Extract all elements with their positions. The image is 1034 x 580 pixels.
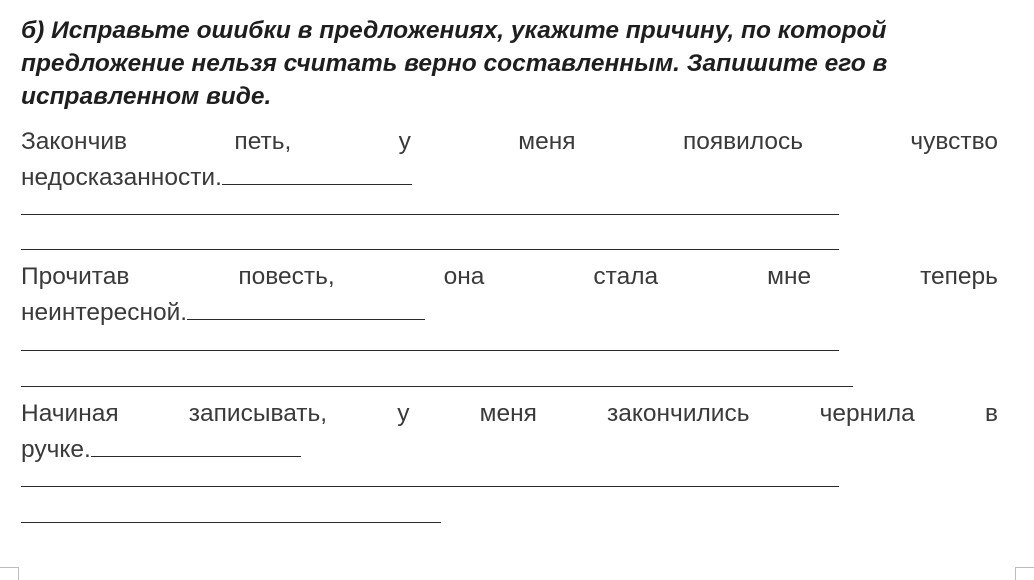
corner-mark-left	[0, 567, 19, 580]
inline-answer-blank[interactable]	[187, 293, 425, 320]
task-heading: б) Исправьте ошибки в предложениях, укажите причину, по которой предложение нельзя считать верно составленным. Запишите его в исправленном виде.	[21, 17, 888, 110]
exercise-1	[21, 125, 998, 191]
answer-line[interactable]	[21, 249, 839, 250]
word: меня	[518, 128, 576, 155]
word: записывать,	[188, 400, 328, 427]
sentence-ending: недосказанности.	[21, 164, 222, 191]
worksheet-page	[21, 14, 1011, 463]
word: Закончив	[21, 128, 128, 155]
word: закончились	[607, 400, 750, 427]
sentence-line-2	[21, 158, 998, 191]
answer-line[interactable]	[21, 386, 853, 387]
word: теперь	[920, 263, 998, 290]
word: она	[443, 263, 485, 290]
inline-answer-blank[interactable]	[222, 158, 412, 185]
sentence-ending: ручке.	[21, 436, 91, 463]
answer-line[interactable]	[21, 214, 839, 215]
answer-line[interactable]	[21, 486, 839, 487]
exercise-2	[21, 260, 998, 326]
word: повесть,	[238, 263, 335, 290]
word: Начиная	[21, 400, 119, 427]
word: появилось	[682, 128, 804, 155]
word: Прочитав	[21, 263, 130, 290]
word: у	[397, 400, 410, 427]
word: меня	[479, 400, 537, 427]
inline-answer-blank[interactable]	[91, 430, 301, 457]
word: у	[398, 128, 411, 155]
sentence-line-2	[21, 430, 998, 463]
exercise-3	[21, 397, 998, 463]
corner-mark-right	[1015, 567, 1034, 580]
sentence-line-2	[21, 293, 998, 326]
word: стала	[593, 263, 659, 290]
sentence-line-1	[21, 260, 998, 293]
sentence-line-1	[21, 125, 998, 158]
sentence-ending: неинтересной.	[21, 299, 188, 326]
answer-line[interactable]	[21, 522, 441, 523]
word: петь,	[234, 128, 292, 155]
sentence-line-1	[21, 397, 998, 430]
word: мне	[767, 263, 812, 290]
word: в	[984, 400, 998, 427]
word: чернила	[819, 400, 915, 427]
answer-line[interactable]	[21, 350, 839, 351]
word: чувство	[910, 128, 998, 155]
